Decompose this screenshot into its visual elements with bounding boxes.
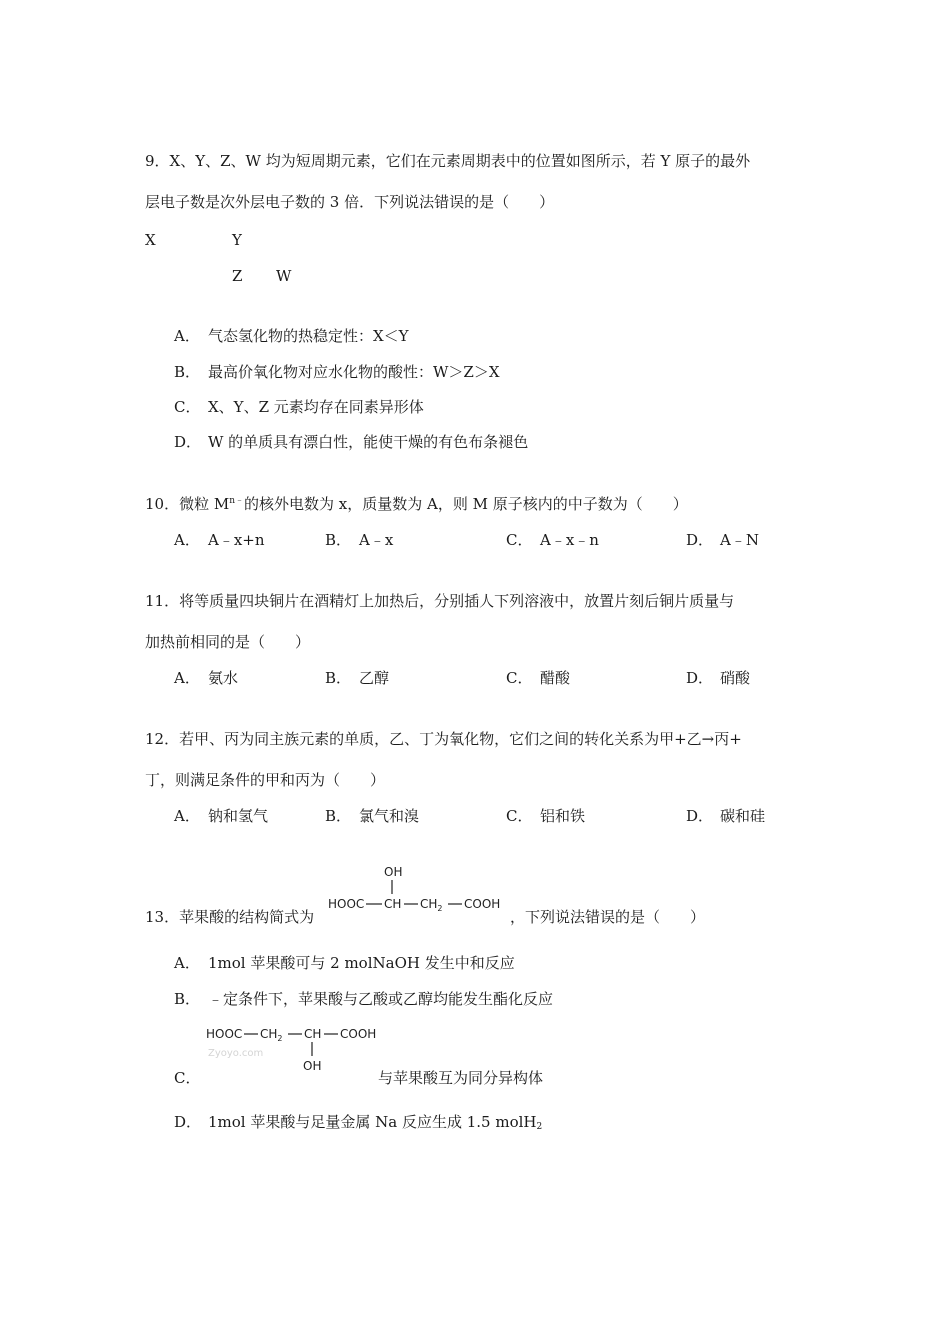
malic-acid-structure — [326, 860, 506, 920]
structure-hooc: HOOC — [206, 1027, 243, 1041]
option-label: A． — [174, 531, 200, 549]
ch2-subscript: 2 — [437, 904, 443, 913]
q11-option-c — [506, 668, 570, 688]
q13-option-a — [174, 953, 515, 973]
option-text: W 的单质具有漂白性，能使干燥的有色布条褪色 — [208, 433, 529, 451]
option-label: C． — [174, 398, 201, 416]
option-label: A． — [174, 327, 200, 345]
element-w: W — [276, 267, 292, 285]
q13-option-c-text: 与苹果酸互为同分异构体 — [378, 1069, 544, 1087]
option-label: C． — [174, 1069, 201, 1087]
option-label: B． — [325, 807, 352, 825]
option-label: B． — [325, 669, 352, 687]
option-label: A． — [174, 954, 200, 972]
q12-stem-line2: 丁，则满足条件的甲和丙为（ ） — [145, 771, 386, 789]
q11-option-b — [325, 668, 389, 688]
option-text: 乙醇 — [359, 669, 390, 687]
q11-option-d — [686, 668, 750, 688]
option-text: ﹣定条件下，苹果酸与乙酸或乙醇均能发生酯化反应 — [208, 990, 554, 1008]
q10-stem — [145, 494, 688, 514]
structure-ch: CH — [384, 897, 402, 911]
q13-option-d — [174, 1112, 542, 1132]
q12-option-b — [325, 806, 419, 826]
ch2-subscript: 2 — [277, 1034, 283, 1043]
option-text: 碳和硅 — [720, 807, 766, 825]
option-label: D． — [686, 807, 714, 825]
q9-option-b — [174, 362, 500, 382]
q10-option-d — [686, 530, 759, 550]
structure-oh: OH — [303, 1059, 322, 1073]
ch2-text: CH — [420, 897, 438, 911]
q10-option-c — [506, 530, 599, 550]
q9-stem-line2: 层电子数是次外层电子数的 3 倍．下列说法错误的是（ ） — [145, 193, 555, 211]
element-z: Z — [232, 267, 243, 285]
q12-stem-line1: 12．若甲、丙为同主族元素的单质，乙、丁为氧化物，它们之间的转化关系为甲+乙→丙+ — [145, 730, 742, 748]
q9-stem-line1: 9．X、Y、Z、W 均为短周期元素，它们在元素周期表中的位置如图所示，若 Y 原子的最外 — [145, 152, 751, 170]
option-label: B． — [325, 531, 352, 549]
q12-option-d — [686, 806, 765, 826]
option-label: B． — [174, 990, 201, 1008]
option-text: A﹣x+n — [208, 531, 265, 549]
watermark: Zyoyo.com — [208, 1048, 264, 1059]
q12-option-a — [174, 806, 268, 826]
element-x: X — [145, 231, 156, 249]
structure-hooc: HOOC — [328, 897, 365, 911]
ch2-text: CH — [260, 1027, 278, 1041]
q13-stem-post: ，下列说法错误的是（ ） — [510, 908, 706, 926]
structure-ch: CH — [304, 1027, 322, 1041]
q11-stem-line1: 11．将等质量四块铜片在酒精灯上加热后，分别插人下列溶液中，放置片刻后铜片质量与 — [145, 592, 735, 610]
option-label: A． — [174, 669, 200, 687]
q10-stem-post: 的核外电数为 x，质量数为 A，则 M 原子核内的中子数为（ ） — [244, 495, 688, 513]
element-y: Y — [232, 231, 242, 249]
structure-ch2 — [260, 1027, 283, 1043]
option-label: C． — [506, 531, 533, 549]
q9-option-a — [174, 326, 409, 346]
q9-option-c — [174, 397, 424, 417]
option-label: B． — [174, 363, 201, 381]
q10-option-a — [174, 530, 265, 550]
q10-stem-pre: 10．微粒 M — [145, 495, 230, 513]
q11-option-a — [174, 668, 238, 688]
option-text: X、Y、Z 元素均存在同素异形体 — [208, 398, 424, 416]
option-text: 1mol 苹果酸可与 2 molNaOH 发生中和反应 — [208, 954, 515, 972]
option-text: 硝酸 — [720, 669, 751, 687]
option-label: C． — [506, 669, 533, 687]
option-label: D． — [686, 669, 714, 687]
option-text: A﹣N — [720, 531, 759, 549]
q10-charge-superscript: n﹣ — [229, 496, 245, 506]
option-label: D． — [174, 433, 202, 451]
option-text: 氯气和溴 — [359, 807, 420, 825]
option-text: 最高价氧化物对应水化物的酸性：W＞Z＞X — [208, 363, 500, 381]
option-label: D． — [686, 531, 714, 549]
q9-option-d — [174, 432, 528, 452]
option-label: A． — [174, 807, 200, 825]
q13-option-b — [174, 989, 553, 1009]
q13-option-c — [174, 1068, 208, 1088]
option-text: 醋酸 — [540, 669, 571, 687]
option-text: 1mol 苹果酸与足量金属 Na 反应生成 1.5 molH — [208, 1113, 537, 1131]
option-text: A﹣x — [359, 531, 394, 549]
option-text: 铝和铁 — [540, 807, 586, 825]
h2-subscript: 2 — [536, 1122, 543, 1132]
option-text: 气态氢化物的热稳定性：X＜Y — [208, 327, 409, 345]
structure-oh: OH — [384, 865, 403, 879]
option-label: C． — [506, 807, 533, 825]
q10-option-b — [325, 530, 393, 550]
q12-option-c — [506, 806, 585, 826]
option-text: 钠和氢气 — [208, 807, 269, 825]
q13-stem-pre: 13．苹果酸的结构简式为 — [145, 908, 315, 926]
option-label: D． — [174, 1113, 202, 1131]
isomer-structure — [204, 1022, 384, 1080]
structure-cooh: COOH — [464, 897, 501, 911]
option-text: 氨水 — [208, 669, 239, 687]
structure-cooh: COOH — [340, 1027, 377, 1041]
q11-stem-line2: 加热前相同的是（ ） — [145, 633, 311, 651]
structure-ch2 — [420, 897, 443, 913]
option-text: A﹣x﹣n — [540, 531, 599, 549]
